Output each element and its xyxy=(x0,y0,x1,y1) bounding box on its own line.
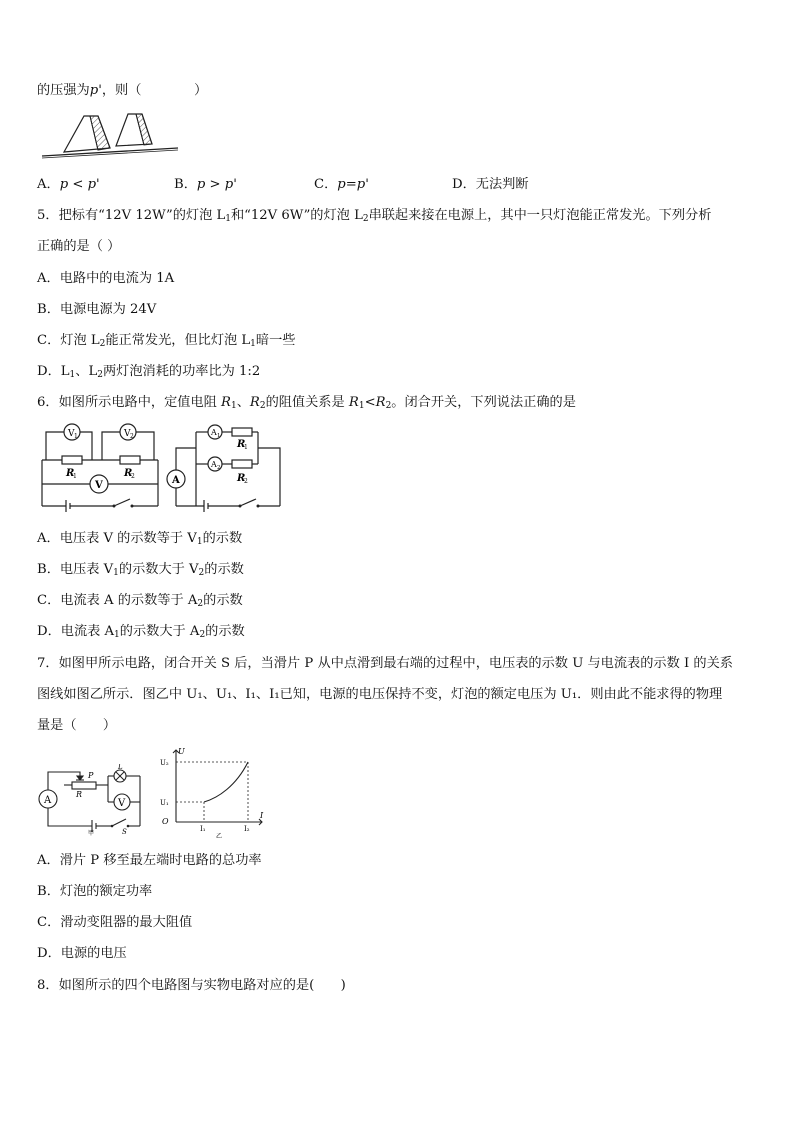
q6-text-c: 。闭合开关，下列说法正确的是 xyxy=(391,395,576,410)
q6-rel-r1-sub: 1 xyxy=(358,401,365,411)
q6-a-symbol: A xyxy=(172,475,180,486)
q5-stem-line1 xyxy=(37,207,711,225)
q5-opt-c-b: 能正常发光，但比灯泡 L xyxy=(105,333,251,348)
q7-option-d[interactable]: D．电源的电压 xyxy=(37,946,127,961)
q4-stem-end: ，则（ ） xyxy=(101,83,208,98)
q6-opt-d-b: 的示数大于 A xyxy=(119,624,200,639)
q5-opt-d-a: D．L xyxy=(37,364,70,379)
q5-option-d[interactable] xyxy=(37,363,260,381)
q7-origin-o: O xyxy=(162,817,169,826)
q5-opt-c-a: C．灯泡 L xyxy=(37,333,100,348)
q4-option-c-expr: p=p' xyxy=(337,177,369,192)
q6-v2-sub: 2 xyxy=(130,433,134,440)
q5-option-a[interactable]: A．电路中的电流为 1A xyxy=(37,271,175,286)
q7-stem-line1: 7．如图甲所示电路，闭合开关 S 后，当滑片 P 从中点滑到最右端的过程中，电压表的示数 U 与电流表的示数 I 的关系 xyxy=(37,656,733,671)
q4-var-p-prime: p' xyxy=(89,83,102,98)
q5-text-a: 5．把标有“12V 12W”的灯泡 L xyxy=(37,208,226,223)
q6-circuit-parallel xyxy=(166,420,284,516)
q6-r1-sub: 1 xyxy=(230,401,237,411)
q6-r1-label: R xyxy=(66,468,75,479)
q6-r2-label-sub: 2 xyxy=(131,473,135,480)
q6-option-b[interactable] xyxy=(37,561,244,579)
q6-opt-d-a: D．电流表 A xyxy=(37,624,115,639)
q5-opt-d-sub1: 1 xyxy=(69,370,76,380)
q6-opt-c-a: C．电流表 A 的示数等于 A xyxy=(37,593,198,608)
q4-option-a-label: A． xyxy=(37,177,60,192)
q5-text-c: 串联起来接在电源上，其中一只灯泡能正常发光。下列分析 xyxy=(368,208,712,223)
q6-stem xyxy=(37,394,576,412)
q6-a1-sub: 1 xyxy=(217,433,221,439)
q4-stem xyxy=(37,82,207,100)
q6-c2-r2-label: R xyxy=(237,473,246,484)
q6-a2-sub: 2 xyxy=(217,465,221,471)
q6-v1-sub: 1 xyxy=(74,433,78,440)
q7-rheostat-label: R xyxy=(76,790,83,799)
q7-circuit-jia xyxy=(36,764,148,836)
q4-option-a-expr: p < p' xyxy=(59,177,100,192)
q6-r2: R xyxy=(249,395,260,410)
q6-r2-sub: 2 xyxy=(259,401,266,411)
q7-option-c[interactable]: C．滑动变阻器的最大阻值 xyxy=(37,915,193,930)
q7-ammeter-symbol: A xyxy=(44,795,52,806)
q6-opt-c-sub: 2 xyxy=(197,599,204,609)
q6-opt-b-b: 的示数大于 V xyxy=(118,562,199,577)
q7-switch-label: S xyxy=(122,828,127,836)
q6-a2-symbol: A xyxy=(211,460,217,469)
q5-sub-1: 1 xyxy=(225,214,231,224)
q7-tick-i2: I₂ xyxy=(244,825,250,833)
q6-v1-symbol: V xyxy=(68,429,75,439)
q7-caption-jia: 甲 xyxy=(88,830,95,836)
q4-option-d-label: D． xyxy=(452,177,476,192)
q6-opt-d-sub1: 1 xyxy=(114,630,120,640)
q4-option-c[interactable] xyxy=(314,176,369,194)
q6-opt-d-c: 的示数 xyxy=(205,624,245,639)
q6-opt-d-sub2: 2 xyxy=(199,630,206,640)
q7-lamp-label: L xyxy=(118,764,123,771)
q6-opt-a-sub: 1 xyxy=(196,537,203,547)
q5-stem-line2: 正确的是（ ） xyxy=(37,239,121,254)
q4-option-c-label: C． xyxy=(314,177,338,192)
q4-option-b[interactable] xyxy=(174,176,237,194)
q6-text-a: 6．如图所示电路中，定值电阻 xyxy=(37,395,222,410)
q5-opt-d-b: 、L xyxy=(75,364,98,379)
q6-c2-r1-sub: 1 xyxy=(244,444,248,451)
q6-v-symbol: V xyxy=(95,480,103,491)
q7-stem-line3: 量是（ ） xyxy=(37,718,117,733)
q6-opt-a-a: A．电压表 V 的示数等于 V xyxy=(37,531,197,546)
q7-voltmeter-symbol: V xyxy=(118,798,126,809)
q4-option-a[interactable] xyxy=(37,176,100,194)
q6-opt-b-a: B．电压表 V xyxy=(37,562,114,577)
q4-figure-frustums xyxy=(40,108,180,160)
q4-option-b-expr: p > p' xyxy=(196,177,237,192)
q5-opt-c-c: 暗一些 xyxy=(255,333,296,348)
q5-option-c[interactable] xyxy=(37,332,295,350)
q4-option-d[interactable] xyxy=(452,176,529,194)
q6-opt-a-b: 的示数 xyxy=(202,531,243,546)
q6-rel-r2-sub: 2 xyxy=(385,401,392,411)
q6-rel-r1: R xyxy=(348,395,359,410)
q7-tick-u1: U₁ xyxy=(160,799,169,807)
q4-option-b-label: B． xyxy=(174,177,197,192)
q6-r2-label: R xyxy=(124,468,133,479)
q6-rel-op: < xyxy=(364,395,376,410)
q6-opt-b-sub1: 1 xyxy=(113,568,119,578)
q7-caption-yi: 乙 xyxy=(216,833,223,840)
q6-rel-r2: R xyxy=(375,395,386,410)
q6-opt-c-b: 的示数 xyxy=(203,593,243,608)
q7-option-a[interactable]: A．滑片 P 移至最左端时电路的总功率 xyxy=(37,853,262,868)
q5-option-b[interactable]: B．电源电源为 24V xyxy=(37,302,157,317)
q5-opt-d-c: 两灯泡消耗的功率比为 1:2 xyxy=(102,364,261,379)
q7-stem-line2: 图线如图乙所示．图乙中 U₁、U₁、I₁、I₁已知，电源的电压保持不变，灯泡的额定电压为 U₁．则由此不能求得的物理 xyxy=(37,687,723,702)
q7-axis-u: U xyxy=(178,747,185,756)
q4-stem-text: 的压强为 xyxy=(37,83,90,98)
q5-text-b: 和“12V 6W”的灯泡 L xyxy=(230,208,363,223)
q6-opt-b-sub2: 2 xyxy=(198,568,205,578)
q6-option-c[interactable] xyxy=(37,592,243,610)
q5-opt-d-sub2: 2 xyxy=(97,370,103,380)
q6-a1-symbol: A xyxy=(211,428,217,437)
q6-c2-r1-label: R xyxy=(237,439,246,450)
q8-stem: 8．如图所示的四个电路图与实物电路对应的是( ) xyxy=(37,978,346,993)
q5-sub-2: 2 xyxy=(362,214,369,224)
q6-r1-label-sub: 1 xyxy=(73,473,77,480)
q7-tick-i1: I₁ xyxy=(200,825,206,833)
q7-axis-i: I xyxy=(260,811,264,820)
q6-circuit-series xyxy=(40,420,162,516)
q7-option-b[interactable]: B．灯泡的额定功率 xyxy=(37,884,153,899)
q6-r1: R xyxy=(221,395,231,410)
q6-option-a[interactable] xyxy=(37,530,242,548)
q6-sep: 、 xyxy=(236,395,250,410)
q7-slider-p-label: P xyxy=(88,771,94,780)
q7-tick-u2: U₂ xyxy=(160,759,169,767)
q6-c2-r2-sub: 2 xyxy=(244,478,248,485)
q6-opt-b-c: 的示数 xyxy=(204,562,244,577)
q5-opt-c-sub2: 1 xyxy=(250,339,256,349)
q4-option-d-expr: 无法判断 xyxy=(475,177,529,192)
q7-graph-yi xyxy=(156,744,268,840)
q6-v2-symbol: V xyxy=(124,429,131,439)
q6-text-b: 的阻值关系是 xyxy=(265,395,349,410)
q6-option-d[interactable] xyxy=(37,623,245,641)
q5-opt-c-sub1: 2 xyxy=(99,339,106,349)
